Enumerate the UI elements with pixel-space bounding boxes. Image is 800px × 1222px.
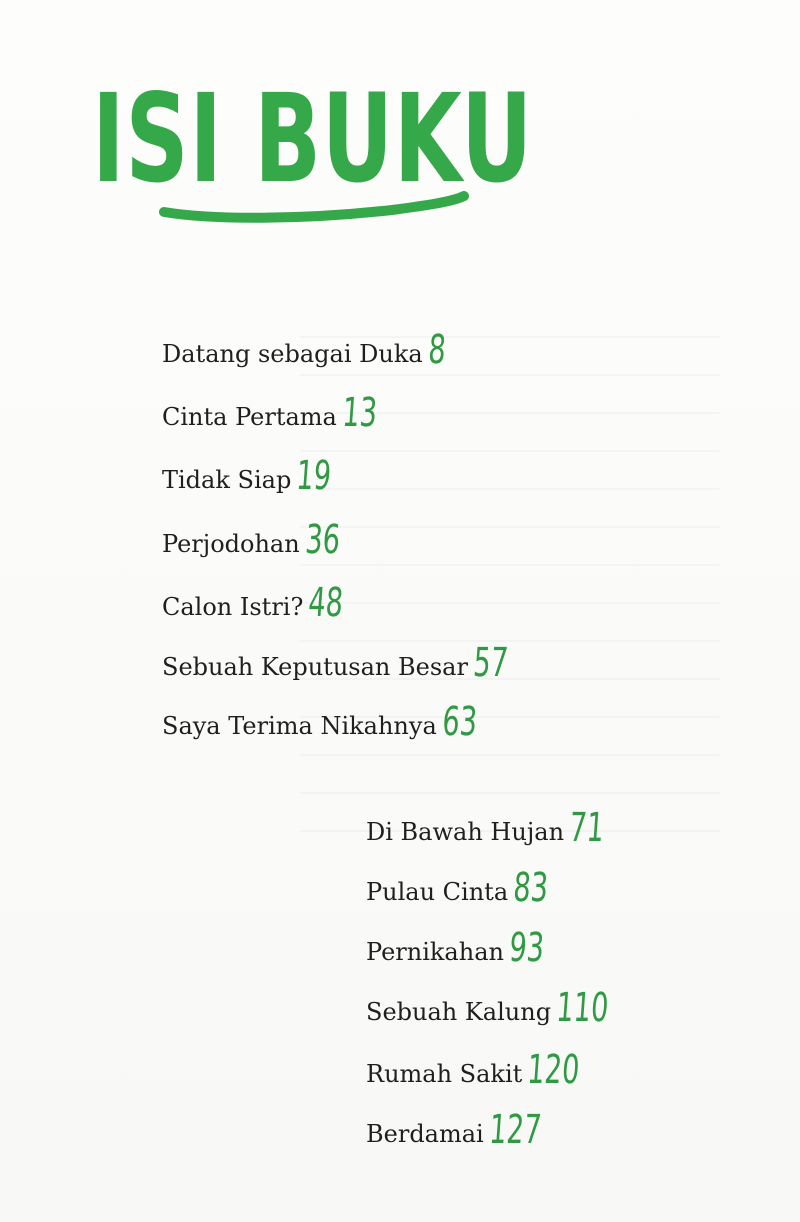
toc-entry-title: Datang sebagai Duka [162,340,423,368]
toc-entry-page-number: 93 [507,925,546,971]
page-title-text: ISI BUKU [92,68,534,210]
toc-entry [366,985,631,1031]
toc-entry-page-number: 8 [426,327,448,373]
toc-entry [162,327,452,373]
toc-entry-page-number: 127 [487,1107,543,1153]
toc-entry-title: Pulau Cinta [366,878,509,906]
toc-entry-page-number: 57 [471,640,510,686]
toc-entry-page-number: 13 [340,390,379,436]
toc-entry [366,1047,603,1093]
toc-entry-page-number: 19 [295,453,334,499]
toc-entry [162,580,358,626]
toc-entry-title: Berdamai [366,1120,484,1148]
toc-entry-page-number: 110 [554,985,611,1031]
toc-entry [366,1107,564,1153]
toc-entry [366,925,559,971]
toc-entry [162,640,523,686]
toc-entry [162,453,346,499]
toc-entry-title: Calon Istri? [162,593,304,621]
toc-entry-title: Pernikahan [366,938,504,966]
toc-entry-title: Tidak Siap [162,466,292,494]
toc-entry-title: Rumah Sakit [366,1060,523,1088]
toc-entry [366,805,619,851]
toc-entry [366,865,563,911]
toc-entry-page-number: 63 [440,699,479,745]
toc-entry-title: Cinta Pertama [162,403,337,431]
toc-entry-title: Sebuah Keputusan Besar [162,653,468,681]
toc-entry-title: Perjodohan [162,530,300,558]
toc-entry-page-number: 83 [511,865,550,911]
toc-entry-page-number: 48 [307,580,346,626]
toc-entry [162,699,492,745]
toc-entry-page-number: 71 [567,805,606,851]
toc-entry [162,390,392,436]
toc-entry-title: Sebuah Kalung [366,998,552,1026]
toc-entry-page-number: 120 [526,1047,582,1093]
toc-entry-page-number: 36 [303,517,342,563]
toc-entry-title: Di Bawah Hujan [366,818,565,846]
toc-entry-title: Saya Terima Nikahnya [162,712,437,740]
toc-entry [162,517,355,563]
